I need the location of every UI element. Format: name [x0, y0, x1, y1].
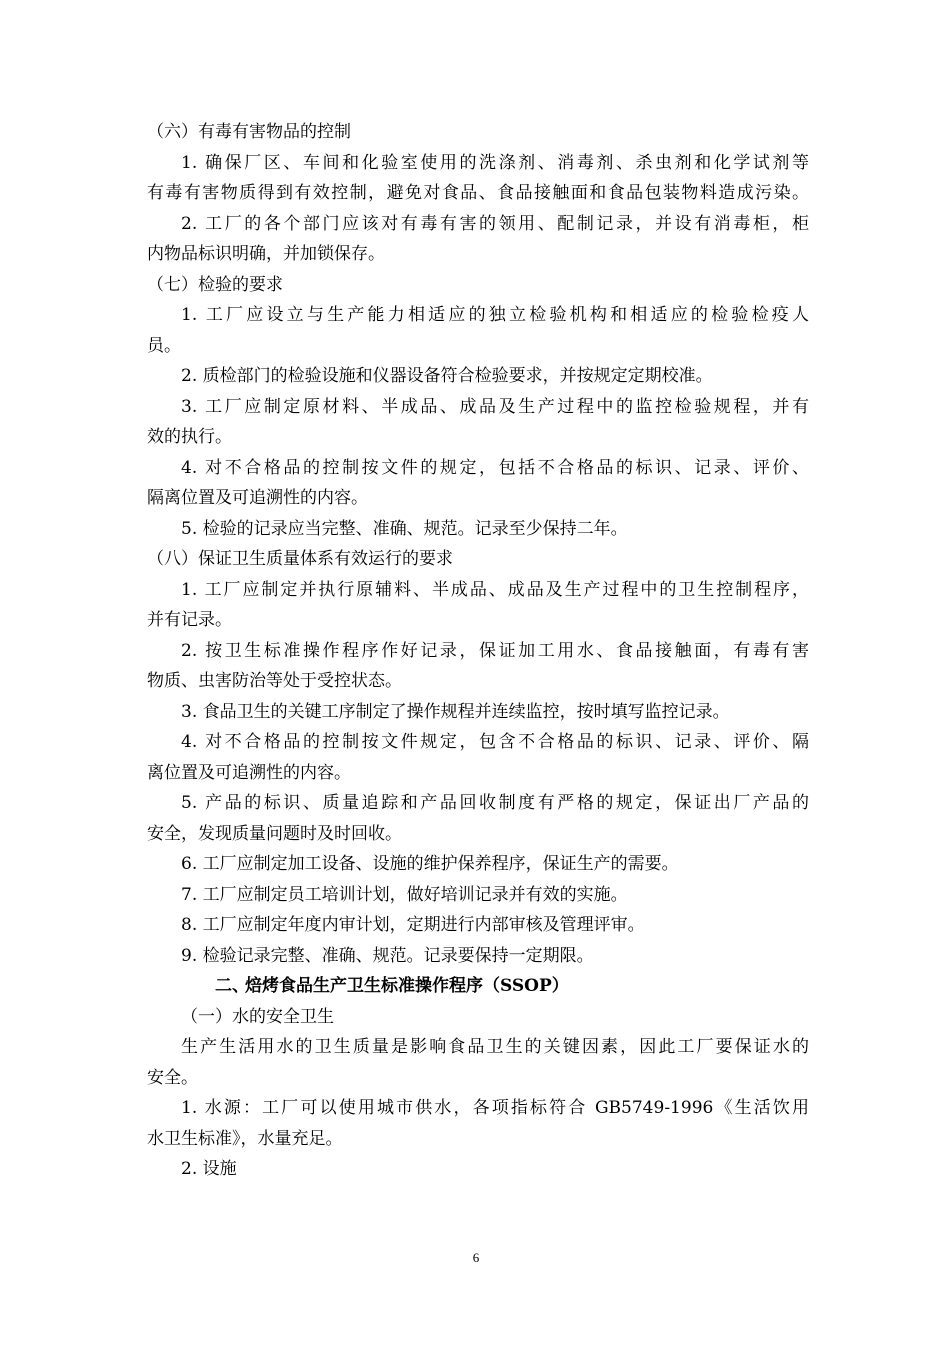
paragraph-line: 2. 质检部门的检验设施和仪器设备符合检验要求，并按规定定期校准。	[181, 366, 713, 386]
paragraph-line: 水卫生标准》，水量充足。	[147, 1128, 343, 1149]
paragraph-line: 有毒有害物质得到有效控制，避免对食品、食品接触面和食品包装物料造成污染。	[147, 183, 809, 203]
paragraph-line: 1. 工厂应制定并执行原辅料、半成品、成品及生产过程中的卫生控制程序，	[181, 579, 809, 600]
paragraph-line: 安全，发现质量问题时及时回收。	[147, 823, 402, 844]
paragraph-line: 隔离位置及可追溯性的内容。	[147, 488, 368, 508]
paragraph-line: 9. 检验记录完整、准确、规范。记录要保持一定期限。	[181, 945, 594, 966]
paragraph-line: 1. 确保厂区、车间和化验室使用的洗涤剂、消毒剂、杀虫剂和化学试剂等	[181, 152, 809, 173]
paragraph-line: 5. 检验的记录应当完整、准确、规范。记录至少保持二年。	[181, 518, 628, 539]
body-text-block	[147, 117, 809, 971]
paragraph-line: 离位置及可追溯性的内容。	[147, 762, 351, 783]
paragraph-line: 1. 水源：工厂可以使用城市供水，各项指标符合 GB5749-1996《生活饮用	[181, 1098, 809, 1118]
paragraph-line: 5. 产品的标识、质量追踪和产品回收制度有严格的规定，保证出厂产品的	[181, 793, 809, 813]
paragraph-line: 3. 工厂应制定原材料、半成品、成品及生产过程中的监控检验规程，并有	[181, 396, 809, 417]
paragraph-line: 6. 工厂应制定加工设备、设施的维护保养程序，保证生产的需要。	[181, 854, 679, 874]
document-page	[147, 117, 809, 1185]
paragraph-line: 3. 食品卫生的关键工序制定了操作规程并连续监控，按时填写监控记录。	[181, 701, 730, 722]
section-title: 焙烤食品生产卫生标准操作程序（SSOP）	[245, 976, 569, 996]
paragraph-line: 1. 工厂应设立与生产能力相适应的独立检验机构和相适应的检验检疫人	[181, 305, 809, 325]
paragraph-line: 2. 工厂的各个部门应该对有毒有害的领用、配制记录，并设有消毒柜，柜	[181, 213, 809, 234]
paragraph-line: 8. 工厂应制定年度内审计划，定期进行内部审核及管理评审。	[181, 915, 645, 935]
paragraph-line: 效的执行。	[147, 427, 232, 447]
body-text-block-2	[147, 1002, 809, 1185]
paragraph-line: 并有记录。	[147, 610, 232, 630]
section-number: 二、	[215, 976, 249, 996]
paragraph-line: 2. 设施	[181, 1159, 237, 1179]
subsection-heading: （六）有毒有害物品的控制	[147, 122, 351, 142]
subsection-heading: （八）保证卫生质量体系有效运行的要求	[147, 549, 453, 569]
paragraph-line: 安全。	[147, 1067, 198, 1088]
subsection-heading: （七）检验的要求	[147, 274, 283, 295]
subsection-heading: （一）水的安全卫生	[181, 1006, 334, 1027]
paragraph-line: 4. 对不合格品的控制按文件的规定，包括不合格品的标识、记录、评价、	[181, 457, 809, 478]
section-heading	[147, 971, 809, 1002]
paragraph-line: 物质、虫害防治等处于受控状态。	[147, 671, 402, 691]
paragraph-line: 员。	[147, 335, 181, 356]
paragraph-line: 内物品标识明确，并加锁保存。	[147, 244, 385, 264]
paragraph-line: 7. 工厂应制定员工培训计划，做好培训记录并有效的实施。	[181, 884, 628, 905]
paragraph-line: 2. 按卫生标准操作程序作好记录，保证加工用水、食品接触面，有毒有害	[181, 640, 809, 661]
paragraph-line: 生产生活用水的卫生质量是影响食品卫生的关键因素，因此工厂要保证水的	[181, 1037, 809, 1057]
paragraph-line: 4. 对不合格品的控制按文件规定，包含不合格品的标识、记录、评价、隔	[181, 732, 809, 752]
page-number: 6	[472, 1250, 480, 1265]
